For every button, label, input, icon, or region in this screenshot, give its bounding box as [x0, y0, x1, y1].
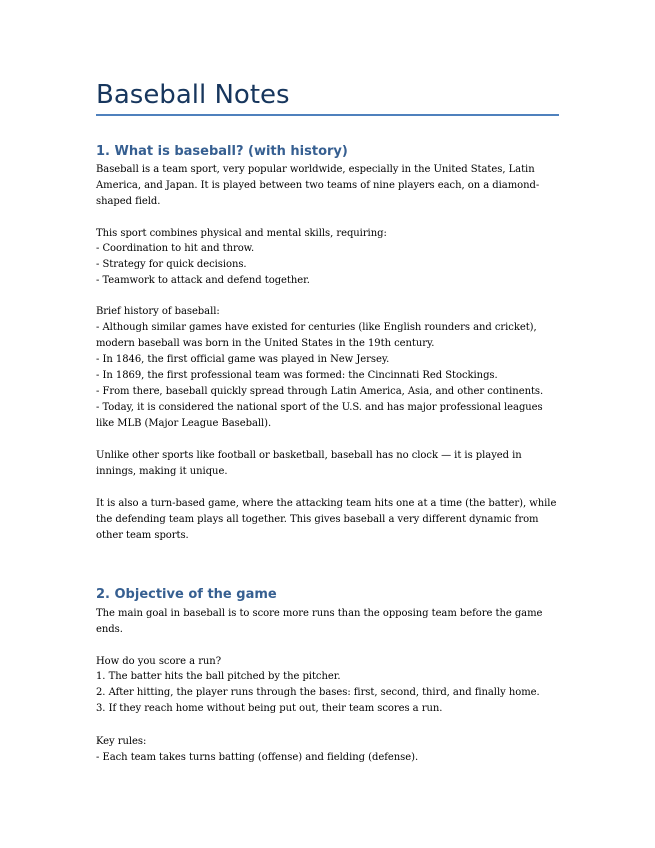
- body-text-line: innings, making it unique.: [96, 466, 228, 477]
- list-item: - In 1846, the first official game was played in New Jersey.: [96, 354, 390, 365]
- body-text-line: Key rules:: [96, 736, 147, 747]
- document-title: Baseball Notes: [96, 80, 290, 110]
- body-text-line: ends.: [96, 624, 123, 635]
- body-text-line: modern baseball was born in the United States in the 19th century.: [96, 338, 435, 349]
- list-item: 1. The batter hits the ball pitched by the pitcher.: [96, 671, 341, 682]
- body-text-line: Baseball is a team sport, very popular worldwide, especially in the United States, Latin: [96, 164, 535, 175]
- list-item: - Each team takes turns batting (offense) and fielding (defense).: [96, 752, 419, 763]
- body-text-line: like MLB (Major League Baseball).: [96, 418, 272, 429]
- list-item: - Although similar games have existed for centuries (like English rounders and cricket),: [96, 322, 537, 333]
- list-item: - In 1869, the first professional team was formed: the Cincinnati Red Stockings.: [96, 370, 498, 381]
- section-heading: 1. What is baseball? (with history): [96, 144, 348, 159]
- list-item: - Today, it is considered the national sport of the U.S. and has major professional leagues: [96, 402, 543, 413]
- body-text-line: America, and Japan. It is played between two teams of nine players each, on a diamond-: [96, 180, 540, 191]
- body-text-line: Unlike other sports like football or basketball, baseball has no clock — it is played in: [96, 450, 522, 461]
- list-item: 3. If they reach home without being put out, their team scores a run.: [96, 703, 443, 714]
- title-underline-divider: [96, 114, 559, 116]
- body-text-line: This sport combines physical and mental skills, requiring:: [96, 228, 387, 239]
- list-item: - Teamwork to attack and defend together.: [96, 275, 310, 286]
- body-text-line: shaped field.: [96, 196, 161, 207]
- body-text-line: The main goal in baseball is to score more runs than the opposing team before the game: [96, 608, 543, 619]
- section-heading: 2. Objective of the game: [96, 587, 277, 602]
- list-item: - Strategy for quick decisions.: [96, 259, 247, 270]
- body-text-line: other team sports.: [96, 530, 189, 541]
- body-text-line: the defending team plays all together. This gives baseball a very different dynamic from: [96, 514, 539, 525]
- list-item: - From there, baseball quickly spread through Latin America, Asia, and other continents.: [96, 386, 544, 397]
- list-item: 2. After hitting, the player runs through the bases: first, second, third, and finally home.: [96, 687, 540, 698]
- list-item: - Coordination to hit and throw.: [96, 243, 255, 254]
- body-text-line: Brief history of baseball:: [96, 306, 220, 317]
- body-text-line: It is also a turn-based game, where the attacking team hits one at a time (the batter), while: [96, 498, 557, 509]
- body-text-line: How do you score a run?: [96, 656, 222, 667]
